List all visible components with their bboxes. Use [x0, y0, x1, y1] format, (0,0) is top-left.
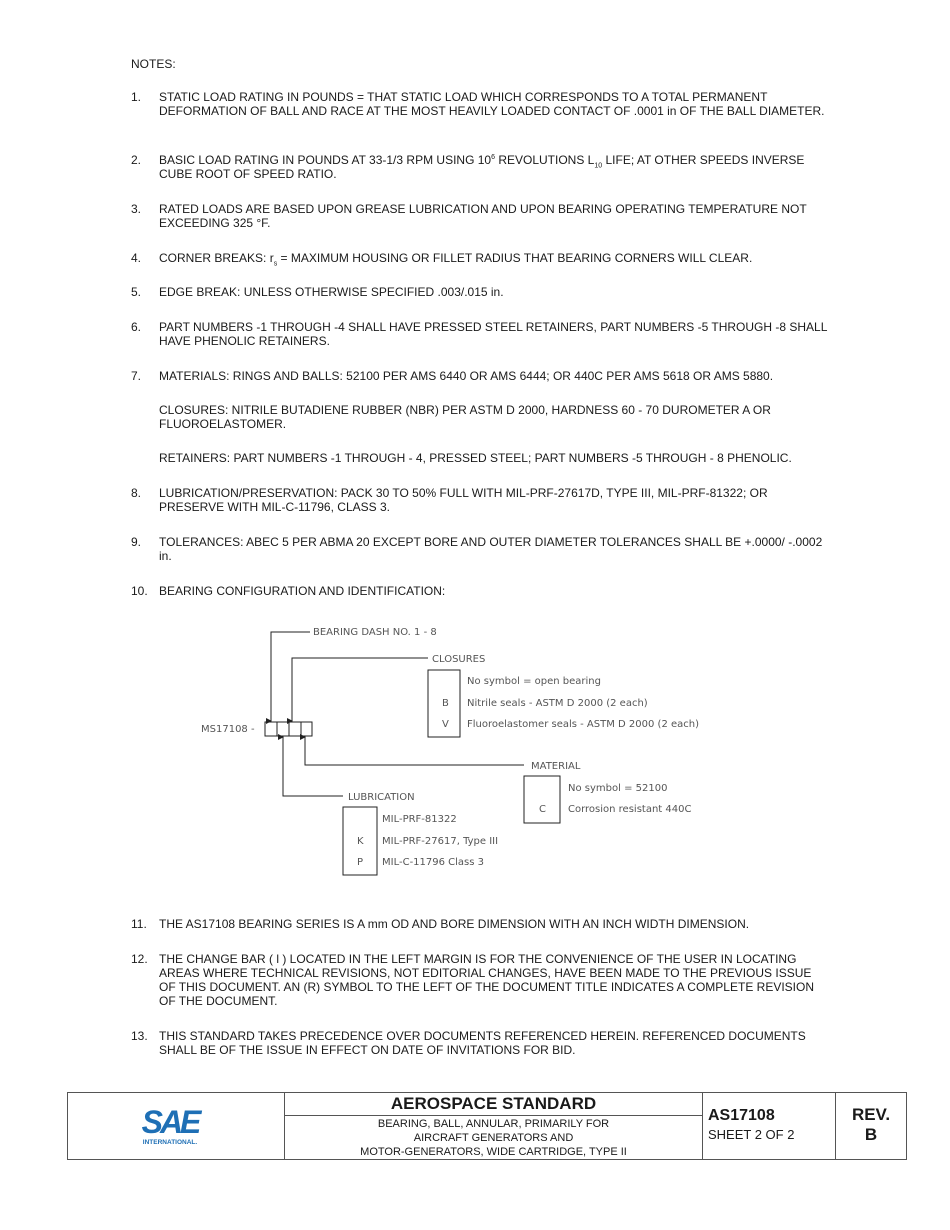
note-text: CORNER BREAKS: $r_s$ = MAXIMUM HOUSING OR FILLET RADIUS THAT BEARING CORNERS WILL CLEAR. [159, 251, 753, 268]
note-number: 7. [131, 369, 142, 383]
note-10 [131, 584, 831, 598]
material-desc-c: Corrosion resistant 440C [568, 804, 692, 815]
bearing-configuration-diagram [195, 615, 735, 885]
lubrication-label: LUBRICATION [348, 792, 415, 803]
base-part-number: MS17108 - [201, 724, 255, 735]
note-text: EDGE BREAK: UNLESS OTHERWISE SPECIFIED .003/.015 in. [159, 285, 504, 299]
material-leader [305, 737, 524, 765]
subscript: 10 [594, 162, 603, 170]
note-7 [131, 369, 831, 465]
note-text: BEARING CONFIGURATION AND IDENTIFICATION: [159, 584, 446, 598]
note-13 [131, 1029, 831, 1057]
subscript: s [273, 260, 278, 268]
superscript: 6 [491, 154, 495, 161]
dash-label: BEARING DASH NO. 1 - 8 [313, 627, 437, 638]
closures-desc-b: Nitrile seals - ASTM D 2000 (2 each) [467, 698, 648, 709]
standard-title: AEROSPACE STANDARD [285, 1093, 702, 1116]
note-text: MATERIALS: RINGS AND BALLS: 52100 PER AMS 6440 OR AMS 6444; OR 440C PER AMS 5618 OR AMS 5880. CLOSURES: NITRILE BUTADIENE RUBBER (NBR) PER ASTM D 2000, HARDNESS 60 - 70 DUROMETER A OR FLUOROELASTOMER. RETAINERS: PART NUMBERS -1 THROUGH - 4, PRESSED STEEL; PART NUMBERS -5 THROUGH - 8 PHENOLIC. [159, 369, 831, 465]
revision-label: REV. [851, 1105, 891, 1124]
note-7-closures: CLOSURES: NITRILE BUTADIENE RUBBER (NBR) PER ASTM D 2000, HARDNESS 60 - 70 DUROMETER A OR FLUOROELASTOMER. [159, 403, 771, 431]
material-code-box [524, 776, 560, 823]
note-text: LUBRICATION/PRESERVATION: PACK 30 TO 50% FULL WITH MIL-PRF-27617D, TYPE III, MIL-PRF-81322; OR PRESERVE WITH MIL-C-11796, CLASS 3. [159, 486, 768, 514]
note-text: TOLERANCES: ABEC 5 PER ABMA 20 EXCEPT BORE AND OUTER DIAMETER TOLERANCES SHALL BE +.0000/ -.0002 in. [159, 535, 823, 563]
note-text: PART NUMBERS -1 THROUGH -4 SHALL HAVE PRESSED STEEL RETAINERS, PART NUMBERS -5 THROUGH -8 SHALL HAVE PHENOLIC RETAINERS. [159, 320, 827, 348]
note-11 [131, 917, 831, 931]
note-6 [131, 320, 831, 348]
lubrication-desc-p: MIL-C-11796 Class 3 [382, 857, 485, 868]
closures-desc-v: Fluoroelastomer seals - ASTM D 2000 (2 each) [467, 719, 700, 730]
note-number: 9. [131, 535, 142, 549]
revision-cell [836, 1093, 906, 1159]
note-5 [131, 285, 831, 299]
logo-wordmark: SAE [141, 1104, 199, 1140]
note-text: THIS STANDARD TAKES PRECEDENCE OVER DOCUMENTS REFERENCED HEREIN. REFERENCED DOCUMENTS SHALL BE OF THE ISSUE IN EFFECT ON DATE OF INVITATIONS FOR BID. [159, 1029, 806, 1057]
note-number: 12. [131, 952, 148, 966]
standard-subtitle: BEARING, BALL, ANNULAR, PRIMARILY FOR AIRCRAFT GENERATORS AND MOTOR-GENERATORS, WIDE CARTRIDGE, TYPE II [360, 1118, 627, 1158]
note-8 [131, 486, 831, 514]
title-cell [285, 1093, 703, 1159]
note-number: 5. [131, 285, 142, 299]
note-text: THE AS17108 BEARING SERIES IS A mm OD AND BORE DIMENSION WITH AN INCH WIDTH DIMENSION. [159, 917, 750, 931]
material-desc-none: No symbol = 52100 [568, 783, 668, 794]
closures-label: CLOSURES [432, 654, 486, 665]
notes-title: NOTES: [131, 57, 176, 71]
note-number: 1. [131, 90, 142, 104]
sae-logo-icon [68, 1093, 285, 1159]
note-number: 4. [131, 251, 142, 265]
lubrication-code-p: P [357, 857, 364, 868]
material-code-c: C [539, 804, 546, 815]
note-4 [131, 251, 831, 268]
logo-cell [68, 1093, 285, 1159]
note-text: STATIC LOAD RATING IN POUNDS = THAT STATIC LOAD WHICH CORRESPONDS TO A TOTAL PERMANENT DEFORMATION OF BALL AND RACE AT THE MOST HEAVILY LOADED CONTACT OF .0001 in OF THE BALL DIAMETER. [159, 90, 825, 118]
document-number: AS17108 [708, 1107, 775, 1124]
note-number: 6. [131, 320, 142, 334]
note-number: 11. [131, 917, 147, 931]
revision-value: B [864, 1125, 878, 1144]
material-label: MATERIAL [531, 761, 581, 772]
document-number-cell [703, 1093, 836, 1159]
lubrication-leader [283, 737, 343, 796]
note-number: 3. [131, 202, 142, 216]
note-number: 8. [131, 486, 142, 500]
lubrication-desc-none: MIL-PRF-81322 [382, 814, 457, 825]
sheet-number: SHEET 2 OF 2 [708, 1127, 795, 1142]
note-number: 13. [131, 1029, 148, 1043]
note-number: 10. [131, 584, 148, 598]
closures-desc-none: No symbol = open bearing [467, 676, 601, 687]
note-1 [131, 90, 831, 118]
title-block [67, 1092, 907, 1160]
note-2 [131, 153, 831, 181]
note-9 [131, 535, 831, 563]
logo-subtitle: INTERNATIONAL. [142, 1139, 198, 1146]
lubrication-code-k: K [357, 836, 364, 847]
note-7-retainers: RETAINERS: PART NUMBERS -1 THROUGH - 4, PRESSED STEEL; PART NUMBERS -5 THROUGH - 8 PHENOLIC. [159, 451, 792, 465]
closures-code-b: B [442, 698, 449, 709]
part-code-boxes [265, 722, 312, 736]
note-text: RATED LOADS ARE BASED UPON GREASE LUBRICATION AND UPON BEARING OPERATING TEMPERATURE NOT EXCEEDING 325 °F. [159, 202, 807, 230]
note-text: THE CHANGE BAR ( l ) LOCATED IN THE LEFT MARGIN IS FOR THE CONVENIENCE OF THE USER IN LOCATING AREAS WHERE TECHNICAL REVISIONS, NOT EDITORIAL CHANGES, HAVE BEEN MADE TO THE PREVIOUS ISSUE OF THIS DOCUMENT. AN (R) SYMBOL TO THE LEFT OF THE DOCUMENT TITLE INDICATES A COMPLETE REVISION OF THE DOCUMENT. [159, 952, 814, 1008]
lubrication-desc-k: MIL-PRF-27617, Type III [382, 836, 499, 847]
dash-leader [271, 632, 310, 721]
note-number: 2. [131, 153, 142, 167]
note-3 [131, 202, 831, 230]
closures-leader [292, 658, 428, 721]
note-text: BASIC LOAD RATING IN POUNDS AT 33-1/3 RPM USING $10^6$ REVOLUTIONS $L_{10}$ LIFE; AT OTHER SPEEDS INVERSE CUBE ROOT OF SPEED RATIO. [159, 153, 805, 181]
closures-code-v: V [442, 719, 449, 730]
note-12 [131, 952, 831, 1008]
